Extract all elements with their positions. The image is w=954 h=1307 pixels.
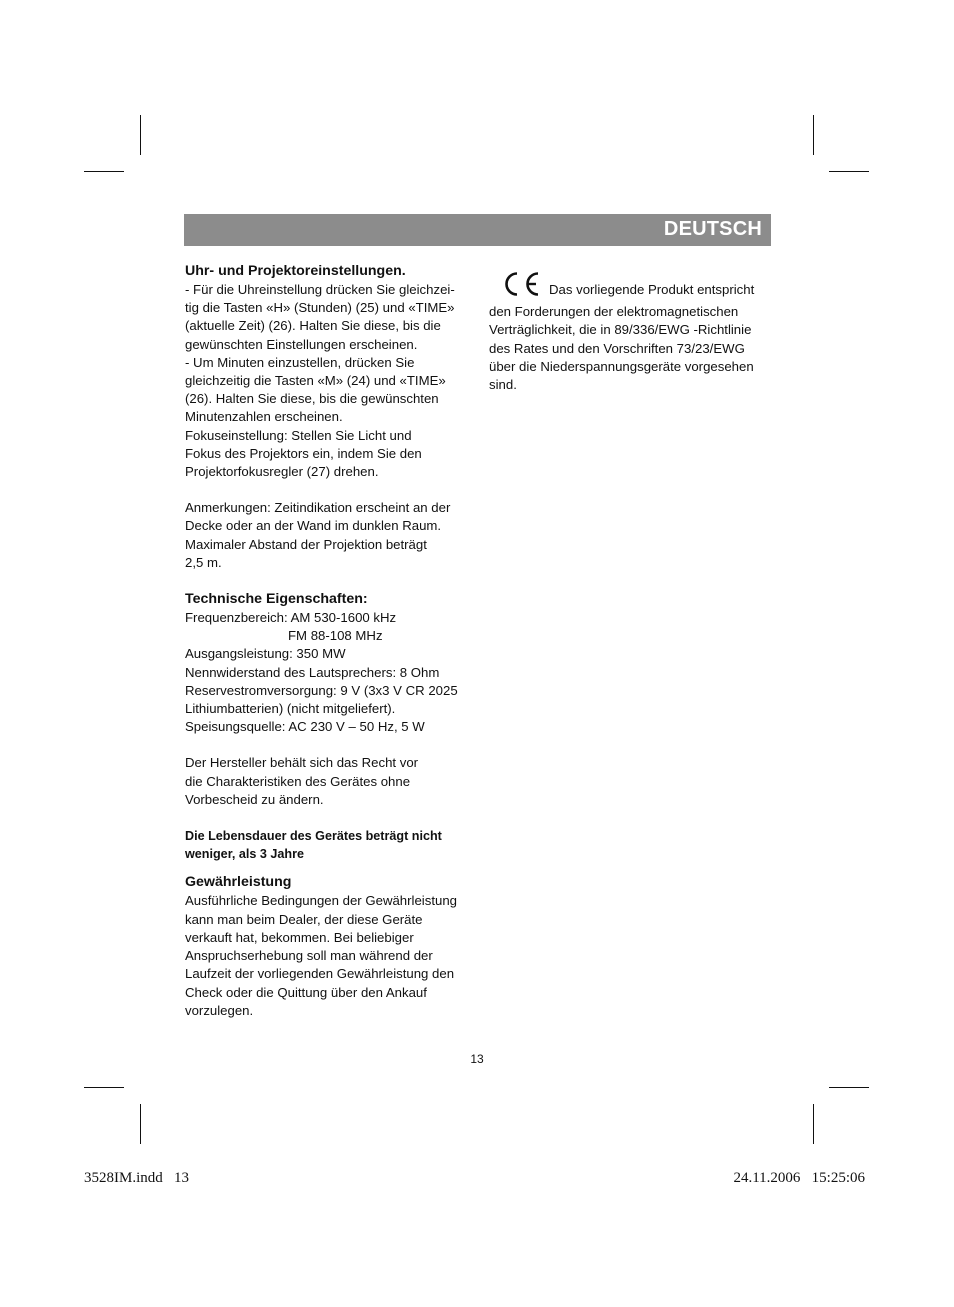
language-header-bar [184, 214, 771, 246]
text-line: Fokuseinstellung: Stellen Sie Licht und [185, 427, 412, 443]
text-line: Fokus des Projektors ein, indem Sie den [185, 445, 422, 461]
crop-mark-bottom-right-vertical [813, 1104, 814, 1144]
ce-statement [489, 270, 771, 303]
text-line: Decke oder an der Wand im dunklen Raum. [185, 518, 442, 534]
clock-settings-title: Uhr- und Projektoreinstellungen. [185, 263, 406, 279]
warranty-text [185, 892, 470, 1019]
specs-title: Technische Eigenschaften: [185, 591, 368, 608]
slug-file-name: 3528IM.indd 13 [84, 1170, 189, 1186]
text-line: über die Niederspannungsgeräte vorgesehen [489, 358, 754, 374]
text-line: Verträglichkeit, die in 89/336/EWG -Richtlinie [489, 322, 752, 338]
text-line: Minutenzahlen erscheinen. [185, 409, 343, 425]
text-line: Check oder die Quittung über den Ankauf [185, 984, 427, 1000]
crop-mark-top-left-vertical [140, 115, 141, 155]
text-line: verkauft hat, bekommen. Bei beliebiger [185, 929, 414, 945]
slug-date-time: 24.11.2006 15:25:06 [733, 1170, 865, 1186]
text-line: Anmerkungen: Zeitindikation erscheint an der [185, 500, 451, 516]
specs-text [185, 609, 470, 736]
crop-mark-bottom-left-horizontal [84, 1087, 124, 1088]
text-line: Projektorfokusregler (27) drehen. [185, 464, 379, 480]
text-line: Laufzeit der vorliegenden Gewährleistung den [185, 966, 455, 982]
left-column [185, 262, 470, 1020]
text-line: gleichzeitig die Tasten «M» (24) und «TIME» [185, 373, 446, 389]
text-line: kann man beim Dealer, der diese Geräte [185, 911, 423, 927]
text-line: Ausgangsleistung: 350 MW [185, 646, 346, 662]
language-label: DEUTSCH [663, 218, 762, 240]
spec-freq-am: Frequenzbereich: AM 530-1600 kHz [185, 610, 397, 626]
text-line: des Rates und den Vorschriften 73/23/EWG [489, 340, 745, 356]
spec-freq-fm: FM 88-108 MHz [288, 628, 383, 644]
crop-mark-top-right-vertical [813, 115, 814, 155]
text-line: Ausführliche Bedingungen der Gewährleistung [185, 893, 457, 909]
crop-mark-top-left-horizontal [84, 171, 124, 172]
text-line: Reservestromversorgung: 9 V (3x3 V CR 2025 [185, 682, 458, 698]
right-column [489, 270, 771, 394]
crop-mark-top-right-horizontal [829, 171, 869, 172]
text-line: Speisungsquelle: AC 230 V – 50 Hz, 5 W [185, 719, 425, 735]
ce-mark-icon [501, 270, 541, 303]
text-line: (26). Halten Sie diese, bis die gewünschten [185, 391, 439, 407]
text-line: gewünschten Einstellungen erscheinen. [185, 336, 418, 352]
text-line: 2,5 m. [185, 554, 222, 570]
text-line: weniger, als 3 Jahre [185, 847, 305, 862]
text-line: - Um Minuten einzustellen, drücken Sie [185, 354, 415, 370]
manufacturer-note [185, 754, 470, 809]
text-line: tig die Tasten «H» (Stunden) (25) und «TIME» [185, 300, 455, 316]
text-line: Lithiumbatterien) (nicht mitgeliefert). [185, 701, 396, 717]
notes-text [185, 499, 470, 572]
text-line: den Forderungen der elektromagnetischen [489, 304, 739, 320]
text-line: Maximaler Abstand der Projektion beträgt [185, 536, 427, 552]
text-line: Nennwiderstand des Lautsprechers: 8 Ohm [185, 664, 440, 680]
text-line: Der Hersteller behält sich das Recht vor [185, 755, 419, 771]
text-line: sind. [489, 377, 517, 393]
ce-first-line: Das vorliegende Produkt entspricht [549, 282, 755, 297]
text-line: Vorbescheid zu ändern. [185, 791, 324, 807]
text-line: vorzulegen. [185, 1002, 254, 1018]
text-line: Die Lebensdauer des Gerätes beträgt nicht [185, 829, 442, 844]
text-line: (aktuelle Zeit) (26). Halten Sie diese, bis die [185, 318, 441, 334]
warranty-title: Gewährleistung [185, 874, 292, 891]
crop-mark-bottom-left-vertical [140, 1104, 141, 1144]
clock-settings-text [185, 281, 470, 481]
lifetime-note [185, 827, 470, 863]
text-line: die Charakteristiken des Gerätes ohne [185, 773, 411, 789]
text-line: - Für die Uhreinstellung drücken Sie gleichzei- [185, 282, 455, 297]
page-number: 13 [470, 1052, 484, 1066]
crop-mark-bottom-right-horizontal [829, 1087, 869, 1088]
text-line: Anspruchserhebung soll man während der [185, 948, 433, 964]
